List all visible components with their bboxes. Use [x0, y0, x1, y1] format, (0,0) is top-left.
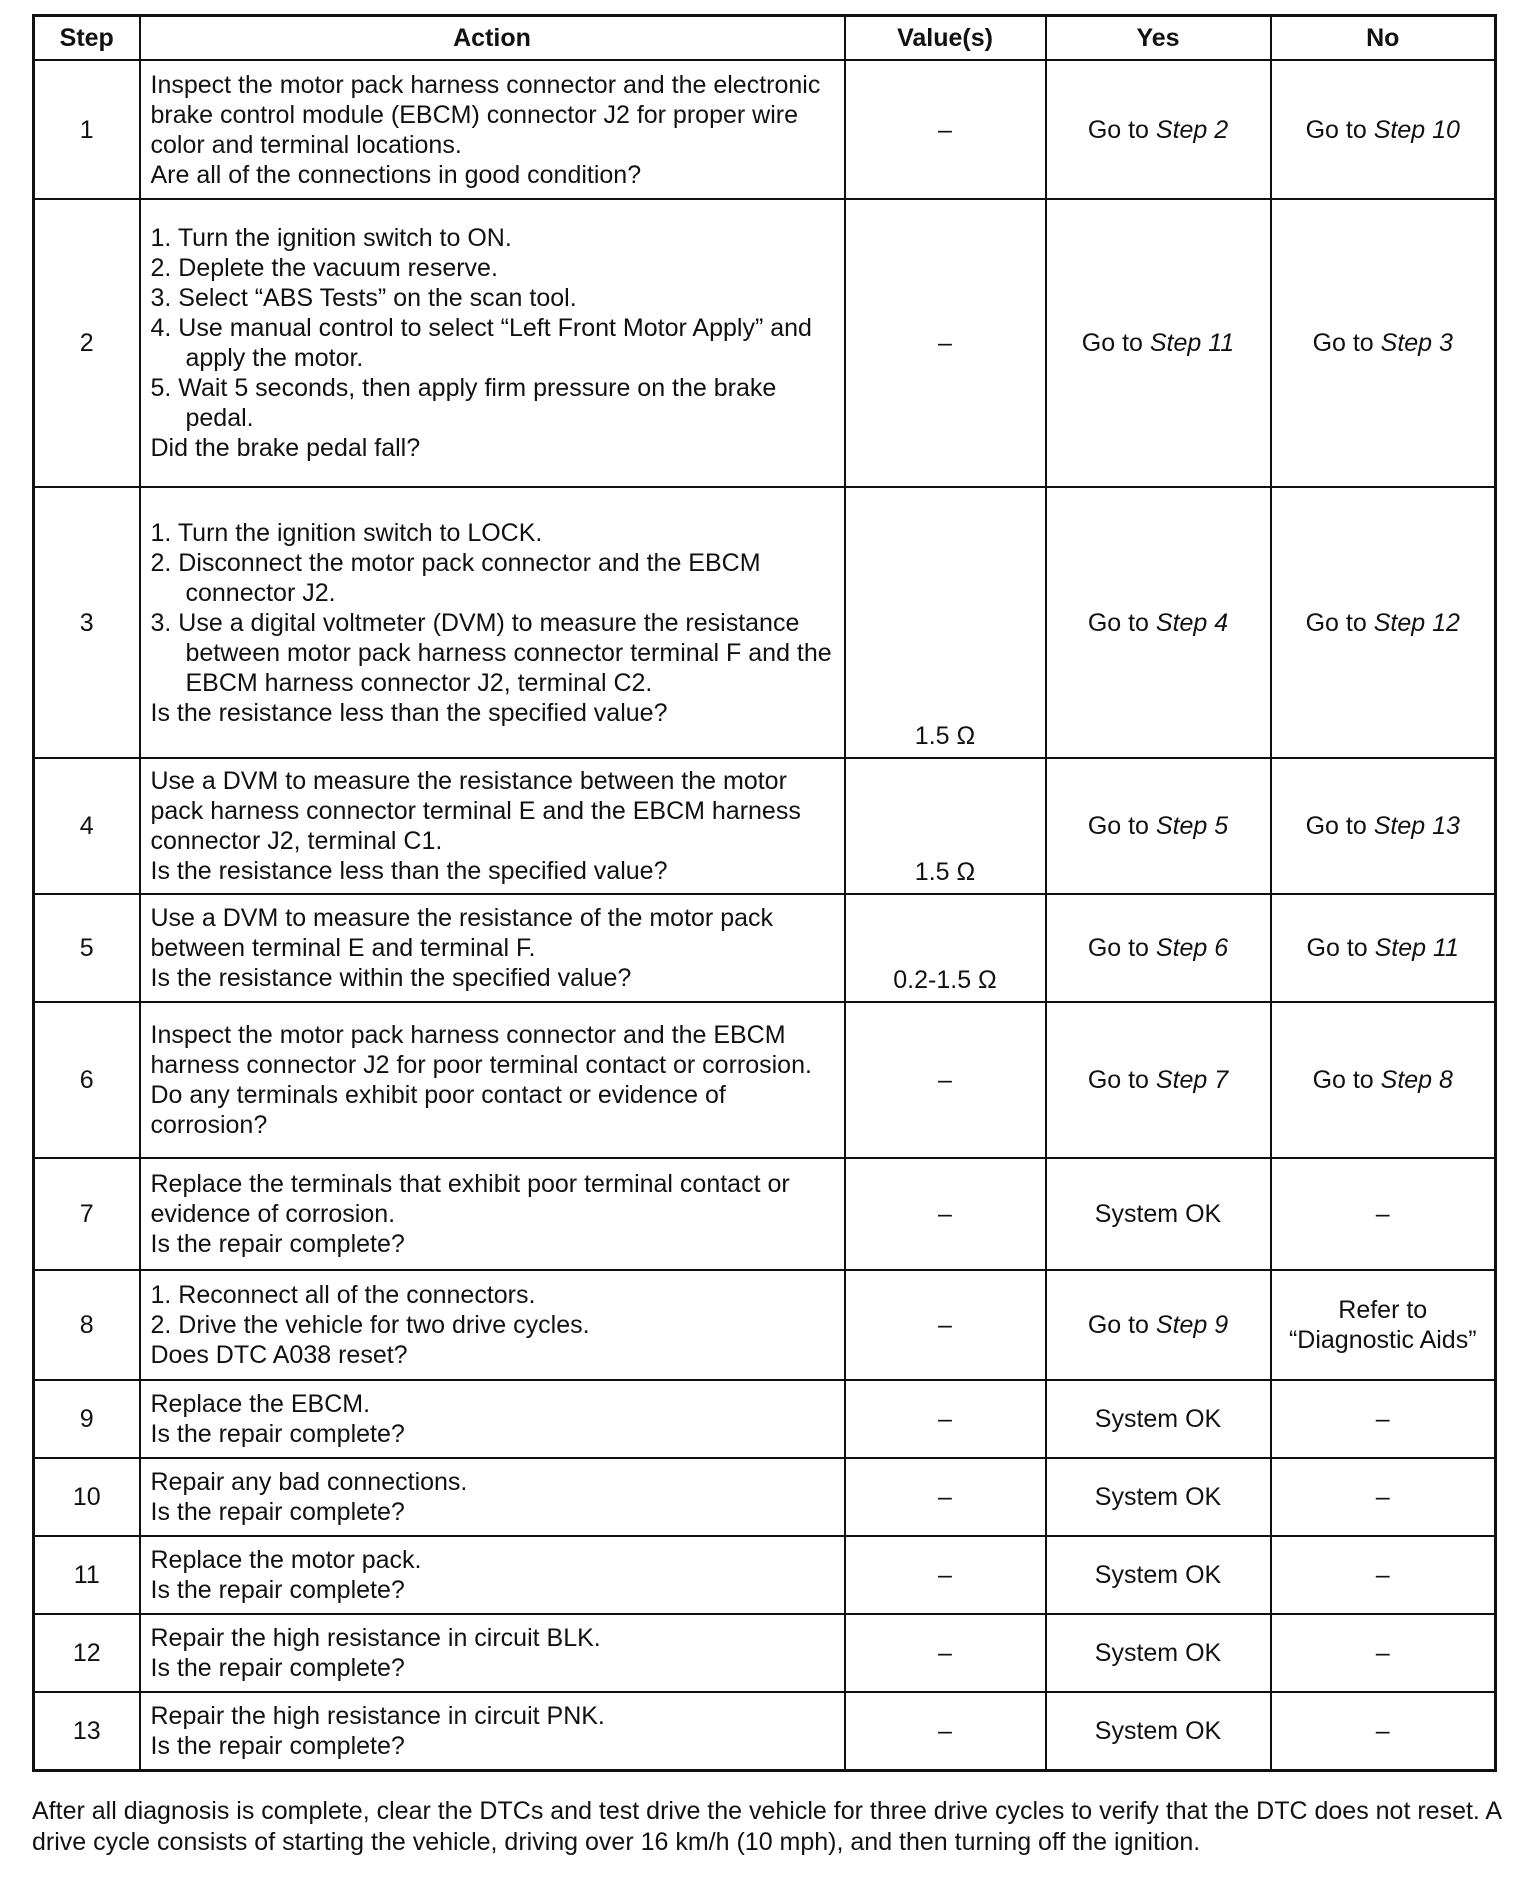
step-number: 10: [34, 1458, 140, 1536]
action-text: Is the repair complete?: [150, 1230, 405, 1258]
step-number: 9: [34, 1380, 140, 1458]
yes-result-cell: [1046, 1002, 1271, 1158]
no-result-cell: [1271, 1692, 1496, 1770]
action-text: Is the repair complete?: [150, 1731, 405, 1760]
value-cell: –: [845, 199, 1046, 487]
table-row: [34, 1536, 1496, 1614]
yes-result-text: System OK: [1094, 1483, 1222, 1511]
action-text: Is the repair complete?: [150, 1576, 405, 1604]
table-row: [34, 60, 1496, 199]
yes-result-text: Go to: [1087, 1066, 1156, 1094]
action-cell: [140, 487, 845, 758]
value-cell: –: [845, 1692, 1046, 1770]
yes-result-cell: [1046, 199, 1271, 487]
numbered-instruction: 4. Use manual control to select “Left Front Motor Apply” and apply the motor.: [150, 314, 812, 372]
no-result-text: Go to: [1312, 1066, 1381, 1094]
yes-result-cell: [1046, 1158, 1271, 1270]
no-result-text: –: [1375, 1483, 1390, 1511]
step-number: 7: [34, 1158, 140, 1270]
table-row: [34, 1458, 1496, 1536]
numbered-instruction: 1. Turn the ignition switch to LOCK.: [150, 518, 543, 547]
table-row: [34, 1380, 1496, 1458]
numbered-instruction: 2. Drive the vehicle for two drive cycles.: [150, 1311, 590, 1339]
yes-result-cell: [1046, 1536, 1271, 1614]
yes-result-cell: [1046, 1692, 1271, 1770]
action-text: Inspect the motor pack harness connector and the electronic brake control module (EBCM) connector J2 for proper wire color and terminal locations.: [150, 70, 821, 159]
value-cell: –: [845, 1380, 1046, 1458]
yes-step-ref: Step 6: [1155, 934, 1229, 962]
table-body: [34, 60, 1496, 1770]
no-result-cell: [1271, 1380, 1496, 1458]
yes-result-text: Go to: [1087, 934, 1156, 962]
no-result-text: –: [1375, 1639, 1390, 1667]
action-cell: [140, 1614, 845, 1692]
step-number: 4: [34, 758, 140, 894]
action-cell: [140, 894, 845, 1002]
action-cell: [140, 1158, 845, 1270]
action-text: Is the resistance within the specified value?: [150, 964, 632, 992]
no-step-ref: Step 12: [1373, 608, 1460, 637]
action-cell: [140, 1458, 845, 1536]
action-text: Is the repair complete?: [150, 1420, 405, 1448]
no-result-cell: [1271, 1270, 1496, 1380]
yes-result-text: Go to: [1087, 1311, 1156, 1339]
no-result-text: –: [1375, 1200, 1390, 1228]
action-cell: [140, 1270, 845, 1380]
numbered-instruction: 2. Deplete the vacuum reserve.: [150, 254, 498, 282]
value-cell: –: [845, 1458, 1046, 1536]
header-no: No: [1271, 16, 1496, 61]
no-result-text: Go to: [1305, 608, 1374, 637]
yes-result-cell: [1046, 894, 1271, 1002]
no-step-ref: Step 13: [1373, 812, 1460, 840]
numbered-instruction: 1. Turn the ignition switch to ON.: [150, 224, 512, 252]
diagnostic-table: [32, 14, 1497, 1772]
yes-result-text: Go to: [1087, 115, 1156, 144]
numbered-instruction: 1. Reconnect all of the connectors.: [150, 1281, 536, 1309]
yes-step-ref: Step 2: [1155, 115, 1229, 144]
action-text: Are all of the connections in good condition?: [150, 160, 642, 189]
table-row: [34, 1614, 1496, 1692]
numbered-instruction: 2. Disconnect the motor pack connector and the EBCM connector J2.: [150, 548, 761, 607]
step-number: 3: [34, 487, 140, 758]
numbered-instruction: 3. Select “ABS Tests” on the scan tool.: [150, 284, 577, 312]
no-result-text: Go to: [1305, 812, 1374, 840]
yes-result-text: Go to: [1081, 329, 1150, 357]
no-result-cell: [1271, 1158, 1496, 1270]
no-result-text: –: [1375, 1561, 1390, 1589]
no-result-text: Go to: [1305, 115, 1374, 144]
value-cell: –: [845, 1614, 1046, 1692]
no-result-cell: [1271, 1536, 1496, 1614]
yes-result-text: System OK: [1094, 1405, 1222, 1433]
action-text: Is the repair complete?: [150, 1654, 405, 1682]
step-number: 5: [34, 894, 140, 1002]
table-row: [34, 199, 1496, 487]
action-text: Did the brake pedal fall?: [150, 434, 421, 462]
action-text: Repair any bad connections.: [150, 1468, 468, 1496]
yes-step-ref: Step 5: [1155, 812, 1229, 840]
yes-result-text: System OK: [1094, 1639, 1222, 1667]
no-result-cell: [1271, 1458, 1496, 1536]
action-text: Inspect the motor pack harness connector and the EBCM harness connector J2 for poor terminal contact or corrosion.: [150, 1021, 812, 1079]
no-step-ref: Step 3: [1380, 329, 1453, 357]
no-step-ref: Step 8: [1380, 1066, 1453, 1094]
numbered-instruction: 3. Use a digital voltmeter (DVM) to measure the resistance between motor pack harness connector terminal F and the EBCM harness connector J2, terminal C2.: [150, 608, 832, 697]
no-step-ref: Step 11: [1374, 934, 1459, 962]
step-number: 2: [34, 199, 140, 487]
yes-result-text: Go to: [1087, 812, 1156, 840]
footnote: After all diagnosis is complete, clear the DTCs and test drive the vehicle for three drive cycles to verify that the DTC does not reset. A drive cycle consists of starting the vehicle, driving over 16 km/h (10 mph), and then turning off the ignition.: [32, 1797, 1501, 1856]
no-result-cell: [1271, 60, 1496, 199]
action-text: Repair the high resistance in circuit BLK.: [150, 1624, 601, 1652]
yes-result-text: System OK: [1094, 1716, 1222, 1745]
action-cell: [140, 199, 845, 487]
no-result-cell: [1271, 1614, 1496, 1692]
yes-result-cell: [1046, 1614, 1271, 1692]
value-cell: 0.2-1.5 Ω: [845, 894, 1046, 1002]
no-result-text: –: [1375, 1716, 1390, 1745]
yes-step-ref: Step 4: [1155, 608, 1229, 637]
value-cell: –: [845, 1002, 1046, 1158]
value-cell: –: [845, 1270, 1046, 1380]
table-row: [34, 1002, 1496, 1158]
value-cell: –: [845, 60, 1046, 199]
action-text: Is the resistance less than the specified value?: [150, 698, 668, 727]
action-cell: [140, 1692, 845, 1770]
action-cell: [140, 758, 845, 894]
step-number: 12: [34, 1614, 140, 1692]
action-text: Does DTC A038 reset?: [150, 1341, 408, 1369]
value-cell: –: [845, 1536, 1046, 1614]
yes-result-cell: [1046, 60, 1271, 199]
table-header-row: [34, 16, 1496, 61]
header-yes: Yes: [1046, 16, 1271, 61]
step-number: 1: [34, 60, 140, 199]
no-result-cell: [1271, 487, 1496, 758]
action-text: Use a DVM to measure the resistance of the motor pack between terminal E and terminal F.: [150, 904, 773, 962]
action-text: Repair the high resistance in circuit PNK.: [150, 1701, 605, 1730]
table-row: [34, 894, 1496, 1002]
step-number: 8: [34, 1270, 140, 1380]
value-cell: 1.5 Ω: [845, 487, 1046, 758]
no-result-cell: [1271, 1002, 1496, 1158]
yes-result-text: Go to: [1087, 608, 1156, 637]
table-row: [34, 1158, 1496, 1270]
header-values: Value(s): [845, 16, 1046, 61]
action-text: Replace the motor pack.: [150, 1546, 422, 1574]
yes-result-cell: [1046, 1270, 1271, 1380]
action-text: Do any terminals exhibit poor contact or evidence of corrosion?: [150, 1081, 726, 1139]
no-result-cell: [1271, 758, 1496, 894]
yes-step-ref: Step 9: [1155, 1311, 1229, 1339]
action-text: Replace the terminals that exhibit poor terminal contact or evidence of corrosion.: [150, 1170, 790, 1228]
action-text: Use a DVM to measure the resistance between the motor pack harness connector terminal E and the EBCM harness connector J2, terminal C1.: [150, 767, 801, 855]
step-number: 6: [34, 1002, 140, 1158]
yes-result-text: System OK: [1094, 1561, 1222, 1589]
action-cell: [140, 1380, 845, 1458]
no-result-text: Go to: [1312, 329, 1381, 357]
numbered-instruction: 5. Wait 5 seconds, then apply firm pressure on the brake pedal.: [150, 374, 777, 432]
yes-result-cell: [1046, 1380, 1271, 1458]
yes-step-ref: Step 7: [1155, 1066, 1229, 1094]
action-cell: [140, 60, 845, 199]
yes-step-ref: Step 11: [1149, 329, 1235, 357]
table-row: [34, 758, 1496, 894]
no-result-text: Refer to “Diagnostic Aids”: [1288, 1296, 1477, 1354]
header-step: Step: [34, 16, 140, 61]
step-number: 11: [34, 1536, 140, 1614]
table-row: [34, 487, 1496, 758]
no-step-ref: Step 10: [1373, 115, 1460, 144]
action-cell: [140, 1002, 845, 1158]
no-result-text: Go to: [1306, 934, 1375, 962]
no-result-text: –: [1375, 1405, 1390, 1433]
yes-result-cell: [1046, 758, 1271, 894]
no-result-cell: [1271, 894, 1496, 1002]
no-result-cell: [1271, 199, 1496, 487]
yes-result-text: System OK: [1094, 1200, 1222, 1228]
value-cell: –: [845, 1158, 1046, 1270]
action-text: Is the resistance less than the specified value?: [150, 857, 668, 885]
yes-result-cell: [1046, 487, 1271, 758]
step-number: 13: [34, 1692, 140, 1770]
yes-result-cell: [1046, 1458, 1271, 1536]
action-cell: [140, 1536, 845, 1614]
action-text: Is the repair complete?: [150, 1498, 405, 1526]
table-row: [34, 1270, 1496, 1380]
value-cell: 1.5 Ω: [845, 758, 1046, 894]
header-action: Action: [140, 16, 845, 61]
table-row: [34, 1692, 1496, 1770]
action-text: Replace the EBCM.: [150, 1390, 371, 1418]
